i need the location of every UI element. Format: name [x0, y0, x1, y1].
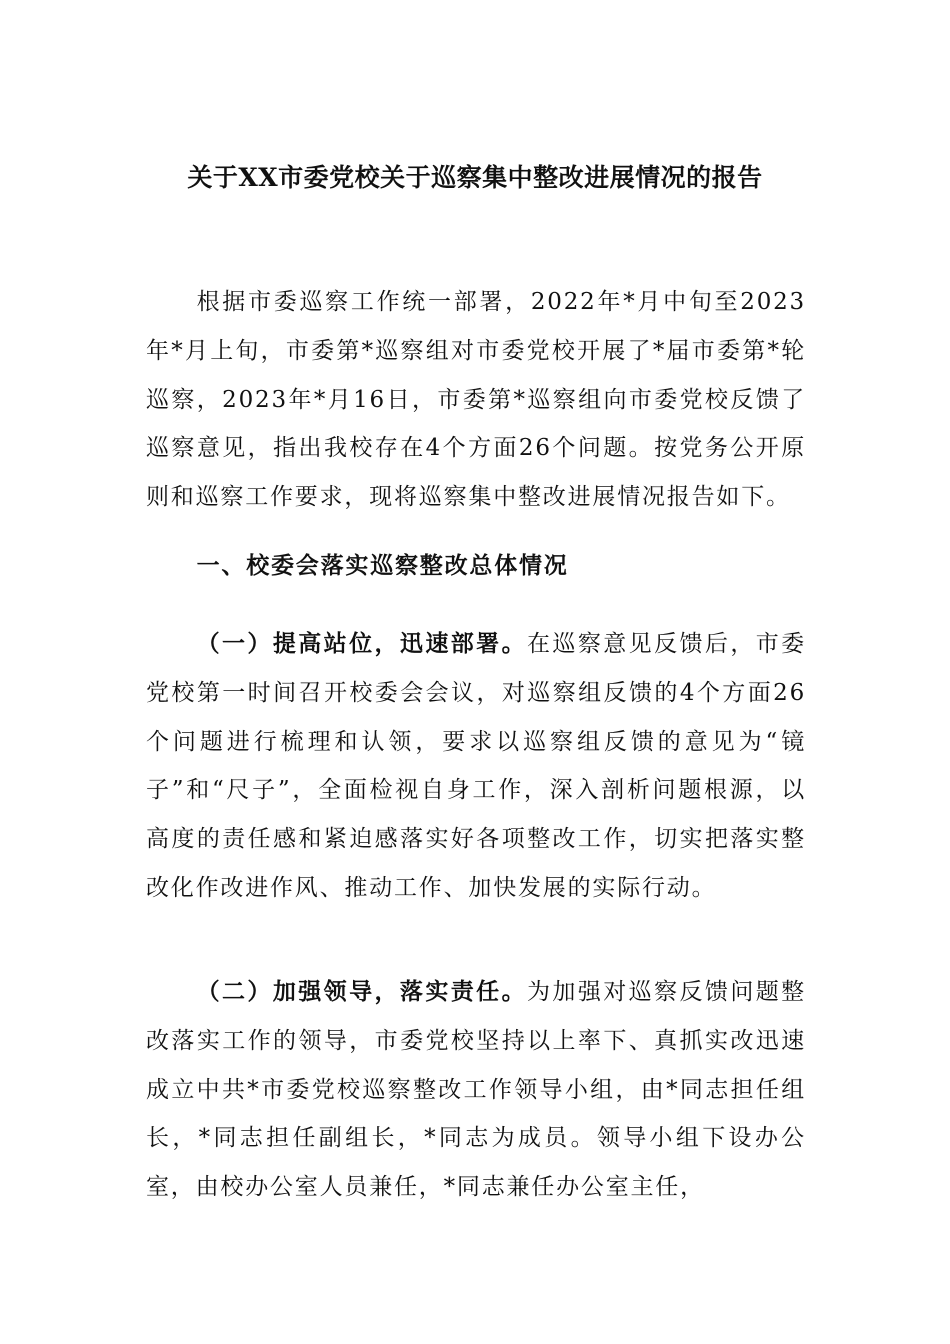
section-heading-1: 一、校委会落实巡察整改总体情况 — [196, 552, 569, 579]
document-title: 关于XX市委党校关于巡察集中整改进展情况的报告 — [187, 163, 763, 192]
intro-paragraph: 根据市委巡察工作统一部署，2022年*月中旬至2023年*月上旬，市委第*巡察组对市委党校开展了*届市委第*轮巡察，2023年*月16日，市委第*巡察组向市委党校反馈了巡察意见，指出我校存在4个方面26个问题。按党务公开原则和巡察工作要求，现将巡察集中整改进展情况报告如下。 — [146, 289, 806, 511]
subsection-2-paragraph — [146, 968, 806, 1212]
subsection-1-lead: （一）提高站位，迅速部署。 — [196, 630, 528, 657]
subsection-2-text: 为加强对巡察反馈问题整改落实工作的领导，市委党校坚持以上率下、真抓实改迅速成立中共*市委党校巡察整改工作领导小组，由*同志担任组长，*同志担任副组长，*同志为成员。领导小组下设办公室，由校办公室人员兼任，*同志兼任办公室主任， — [146, 979, 806, 1201]
subsection-1-paragraph — [146, 620, 806, 913]
subsection-1-text: 在巡察意见反馈后，市委党校第一时间召开校委会会议，对巡察组反馈的4个方面26个问题进行梳理和认领，要求以巡察组反馈的意见为“镜子”和“尺子”，全面检视自身工作，深入剖析问题根源，以高度的责任感和紧迫感落实好各项整改工作，切实把落实整改化作改进作风、推动工作、加快发展的实际行动。 — [146, 631, 806, 901]
subsection-2-lead: （二）加强领导，落实责任。 — [196, 978, 528, 1005]
